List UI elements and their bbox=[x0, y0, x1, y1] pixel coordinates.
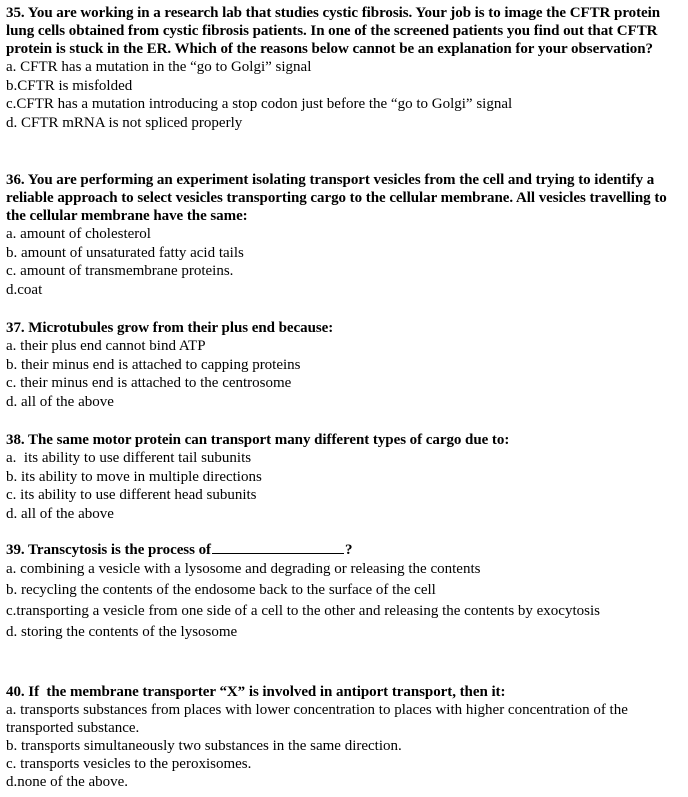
answer-option-c: c.CFTR has a mutation introducing a stop codon just before the “go to Golgi” signal bbox=[6, 96, 513, 112]
answer-option-c: c. amount of transmembrane proteins. bbox=[6, 263, 234, 279]
answer-option-b: b. its ability to move in multiple directions bbox=[6, 468, 262, 485]
question-stem: 40. If the membrane transporter “X” is involved in antiport transport, then it: bbox=[6, 684, 506, 700]
question-37 bbox=[6, 319, 684, 411]
question-stem: 36. You are performing an experiment isolating transport vesicles from the cell and trying to identify a reliable approach to select vesicles transporting cargo to the cellular membrane. All vesicles travelling to the cellular membrane have the same: bbox=[6, 172, 667, 224]
fill-in-blank bbox=[212, 540, 344, 554]
answer-option-b: b. amount of unsaturated fatty acid tails bbox=[6, 244, 244, 261]
answer-option-d: d. CFTR mRNA is not spliced properly bbox=[6, 114, 243, 131]
answer-option-a: a. CFTR has a mutation in the “go to Golgi” signal bbox=[6, 59, 312, 75]
answer-option-b: b. recycling the contents of the endosome back to the surface of the cell bbox=[6, 582, 436, 598]
answer-option-a: a. amount of cholesterol bbox=[6, 226, 151, 242]
question-39 bbox=[6, 540, 684, 643]
answer-option-b: b. their minus end is attached to capping proteins bbox=[6, 356, 301, 373]
answer-option-d: d.coat bbox=[6, 281, 43, 298]
question-stem: 37. Microtubules grow from their plus end because: bbox=[6, 320, 334, 336]
question-stem-text: 39. Transcytosis is the process of bbox=[6, 542, 211, 558]
question-stem: 35. You are working in a research lab that studies cystic fibrosis. Your job is to image the CFTR protein lung cells obtained from cystic fibrosis patients. In one of the screened patients you find out that CFTR protein is stuck in the ER. Which of the reasons below cannot be an explanation for your observation? bbox=[6, 5, 661, 57]
answer-option-d: d.none of the above. bbox=[6, 774, 129, 790]
answer-option-d: d. storing the contents of the lysosome bbox=[6, 624, 238, 640]
answer-option-a: a. its ability to use different tail subunits bbox=[6, 450, 252, 466]
question-38 bbox=[6, 431, 684, 523]
answer-option-a: a. combining a vesicle with a lysosome and degrading or releasing the contents bbox=[6, 561, 481, 577]
answer-option-b: b. transports simultaneously two substances in the same direction. bbox=[6, 738, 402, 754]
answer-option-c: c.transporting a vesicle from one side of a cell to the other and releasing the contents by exocytosis bbox=[6, 603, 600, 619]
question-35 bbox=[6, 4, 684, 132]
question-40 bbox=[6, 683, 684, 791]
question-36 bbox=[6, 171, 684, 299]
answer-option-a: a. their plus end cannot bind ATP bbox=[6, 338, 206, 354]
question-stem bbox=[6, 540, 684, 559]
answer-option-a: a. transports substances from places with lower concentration to places with higher concentration of the transported substance. bbox=[6, 702, 628, 736]
answer-option-d: d. all of the above bbox=[6, 393, 114, 410]
answer-option-c: c. transports vesicles to the peroxisomes. bbox=[6, 756, 252, 772]
answer-option-d: d. all of the above bbox=[6, 505, 114, 522]
answer-option-c: c. its ability to use different head subunits bbox=[6, 487, 257, 503]
question-mark: ? bbox=[344, 542, 353, 558]
answer-option-b: b.CFTR is misfolded bbox=[6, 77, 133, 94]
question-stem: 38. The same motor protein can transport many different types of cargo due to: bbox=[6, 432, 510, 448]
answer-option-c: c. their minus end is attached to the centrosome bbox=[6, 375, 292, 391]
